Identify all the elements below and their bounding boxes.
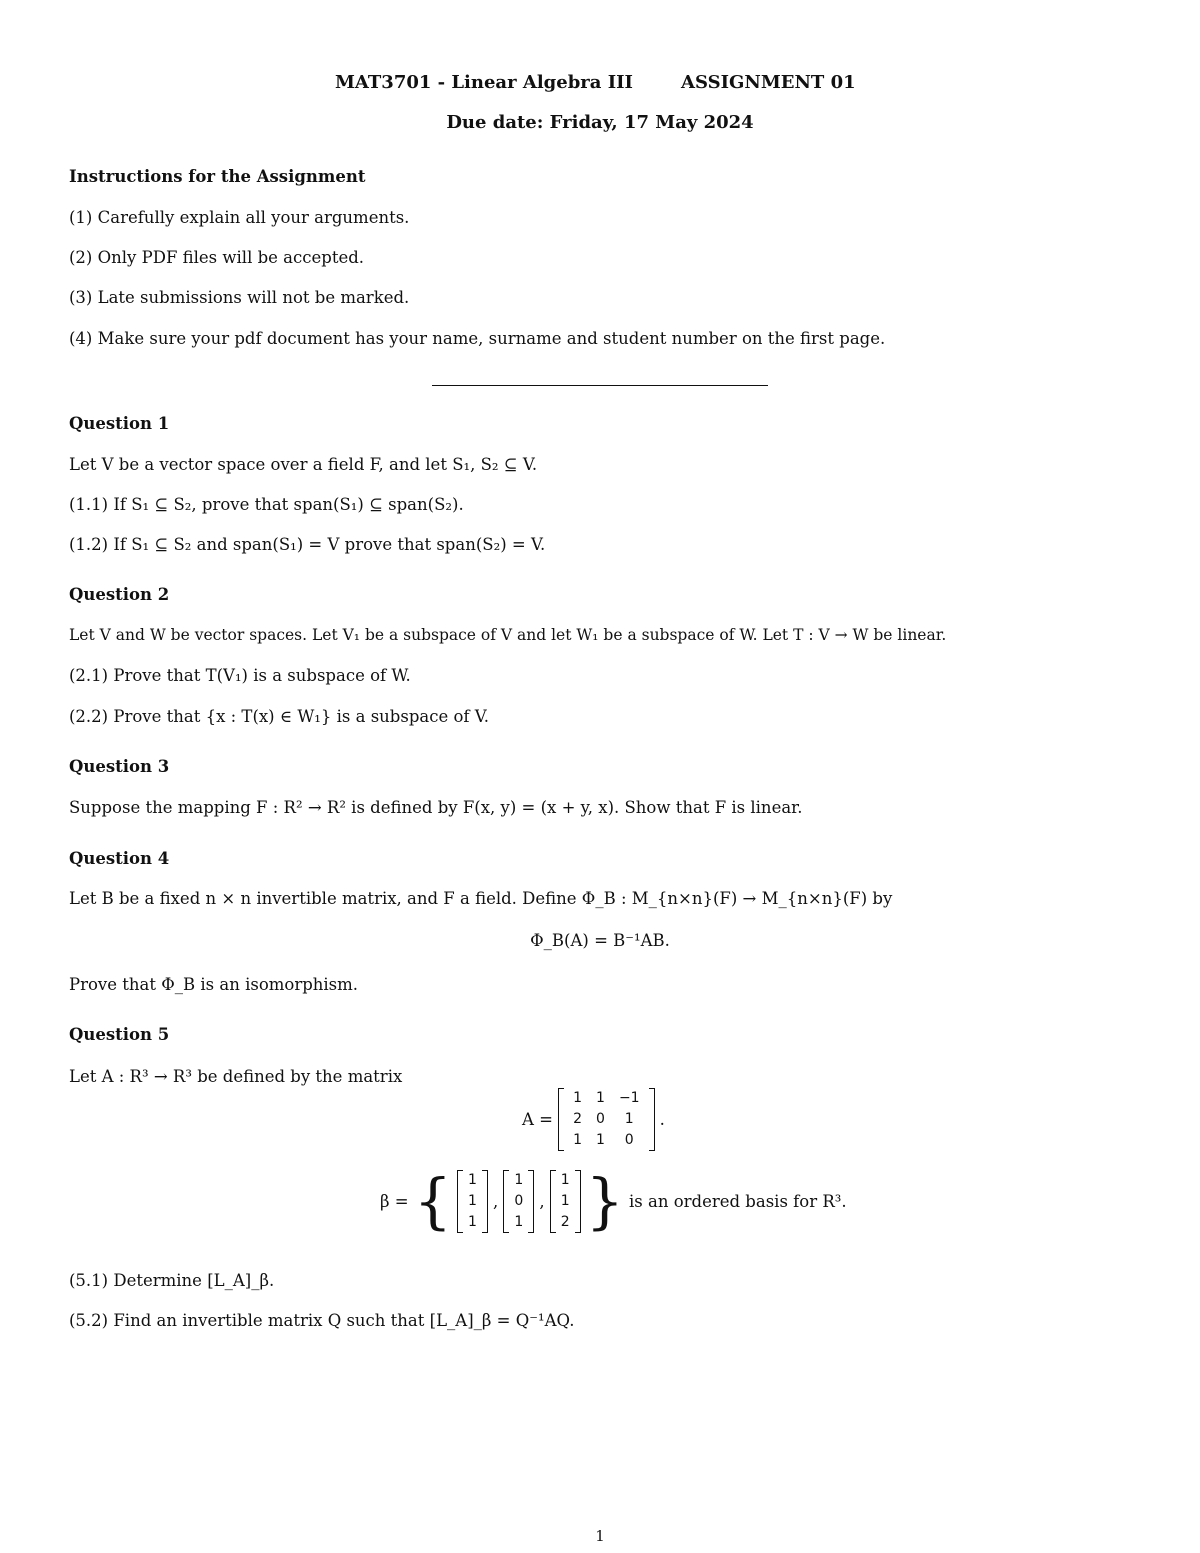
matrix-a-period: . (659, 1110, 665, 1129)
basis-vector-2 (503, 1170, 534, 1233)
course-title: MAT3701 - Linear Algebra III (335, 72, 633, 93)
basis-vector-1 (457, 1170, 488, 1233)
question-5-heading: Question 5 (69, 1025, 170, 1044)
question-5-intro: Let A : R³ → R³ be defined by the matrix (69, 1067, 403, 1086)
vector-entry: 2 (560, 1214, 570, 1230)
matrix-cell: 1 (573, 1132, 583, 1148)
vector-entry: 1 (467, 1172, 477, 1188)
matrix-cell: 2 (573, 1111, 583, 1127)
instruction-item: (1) Carefully explain all your arguments. (69, 208, 410, 227)
vector-entry: 0 (514, 1193, 524, 1209)
vector-entry: 1 (560, 1172, 570, 1188)
matrix-a-block (522, 1088, 665, 1151)
instructions-heading: Instructions for the Assignment (69, 167, 366, 186)
question-1-part-1: (1.1) If S₁ ⊆ S₂, prove that span(S₁) ⊆ span(S₂). (69, 495, 464, 514)
right-brace-icon: } (585, 1166, 624, 1237)
question-5-part-1: (5.1) Determine [L_A]_β. (69, 1271, 275, 1290)
matrix-cell: 1 (573, 1090, 583, 1106)
matrix-a (558, 1088, 654, 1151)
assignment-title: ASSIGNMENT 01 (681, 72, 856, 93)
page-number: 1 (595, 1527, 605, 1545)
vector-entry: 1 (514, 1172, 524, 1188)
question-1-heading: Question 1 (69, 414, 170, 433)
basis-label: β = (380, 1192, 409, 1211)
matrix-cell: 1 (596, 1132, 605, 1148)
matrix-cell: 0 (596, 1111, 605, 1127)
question-2-intro: Let V and W be vector spaces. Let V₁ be a subspace of V and let W₁ be a subspace of W. Let T : V → W be linear. (69, 626, 947, 644)
matrix-cell: 1 (596, 1090, 605, 1106)
question-3-text: Suppose the mapping F : R² → R² is defined by F(x, y) = (x + y, x). Show that F is linear. (69, 798, 803, 817)
instruction-item: (3) Late submissions will not be marked. (69, 288, 410, 307)
matrix-cell: 0 (624, 1132, 634, 1148)
basis-separator: , (539, 1192, 545, 1211)
question-2-part-2: (2.2) Prove that {x : T(x) ∈ W₁} is a subspace of V. (69, 707, 490, 726)
instruction-item: (2) Only PDF files will be accepted. (69, 248, 365, 267)
question-4-heading: Question 4 (69, 849, 170, 868)
instruction-item: (4) Make sure your pdf document has your name, surname and student number on the first page. (69, 329, 886, 348)
matrix-cell: 1 (624, 1111, 634, 1127)
question-4-intro: Let B be a fixed n × n invertible matrix, and F a field. Define Φ_B : M_{n×n}(F) → M_{n×n}(F) by (69, 889, 893, 908)
question-1-part-2: (1.2) If S₁ ⊆ S₂ and span(S₁) = V prove that span(S₂) = V. (69, 535, 546, 554)
question-4-formula: Φ_B(A) = B⁻¹AB. (530, 931, 670, 950)
left-brace-icon: { (413, 1166, 452, 1237)
question-3-heading: Question 3 (69, 757, 170, 776)
vector-entry: 1 (514, 1214, 524, 1230)
basis-vector-3 (550, 1170, 581, 1233)
question-5-part-2: (5.2) Find an invertible matrix Q such that [L_A]_β = Q⁻¹AQ. (69, 1311, 575, 1330)
basis-block (380, 1166, 847, 1237)
section-divider (432, 385, 768, 386)
question-1-intro: Let V be a vector space over a field F, and let S₁, S₂ ⊆ V. (69, 455, 538, 474)
vector-entry: 1 (560, 1193, 570, 1209)
matrix-cell: −1 (618, 1090, 640, 1106)
question-2-heading: Question 2 (69, 585, 170, 604)
due-date: Due date: Friday, 17 May 2024 (446, 112, 754, 133)
basis-description: is an ordered basis for R³. (629, 1192, 847, 1211)
matrix-a-label: A = (522, 1110, 553, 1129)
question-4-conclusion: Prove that Φ_B is an isomorphism. (69, 975, 359, 994)
vector-entry: 1 (467, 1193, 477, 1209)
question-2-part-1: (2.1) Prove that T(V₁) is a subspace of W. (69, 666, 411, 685)
vector-entry: 1 (467, 1214, 477, 1230)
basis-separator: , (493, 1192, 499, 1211)
